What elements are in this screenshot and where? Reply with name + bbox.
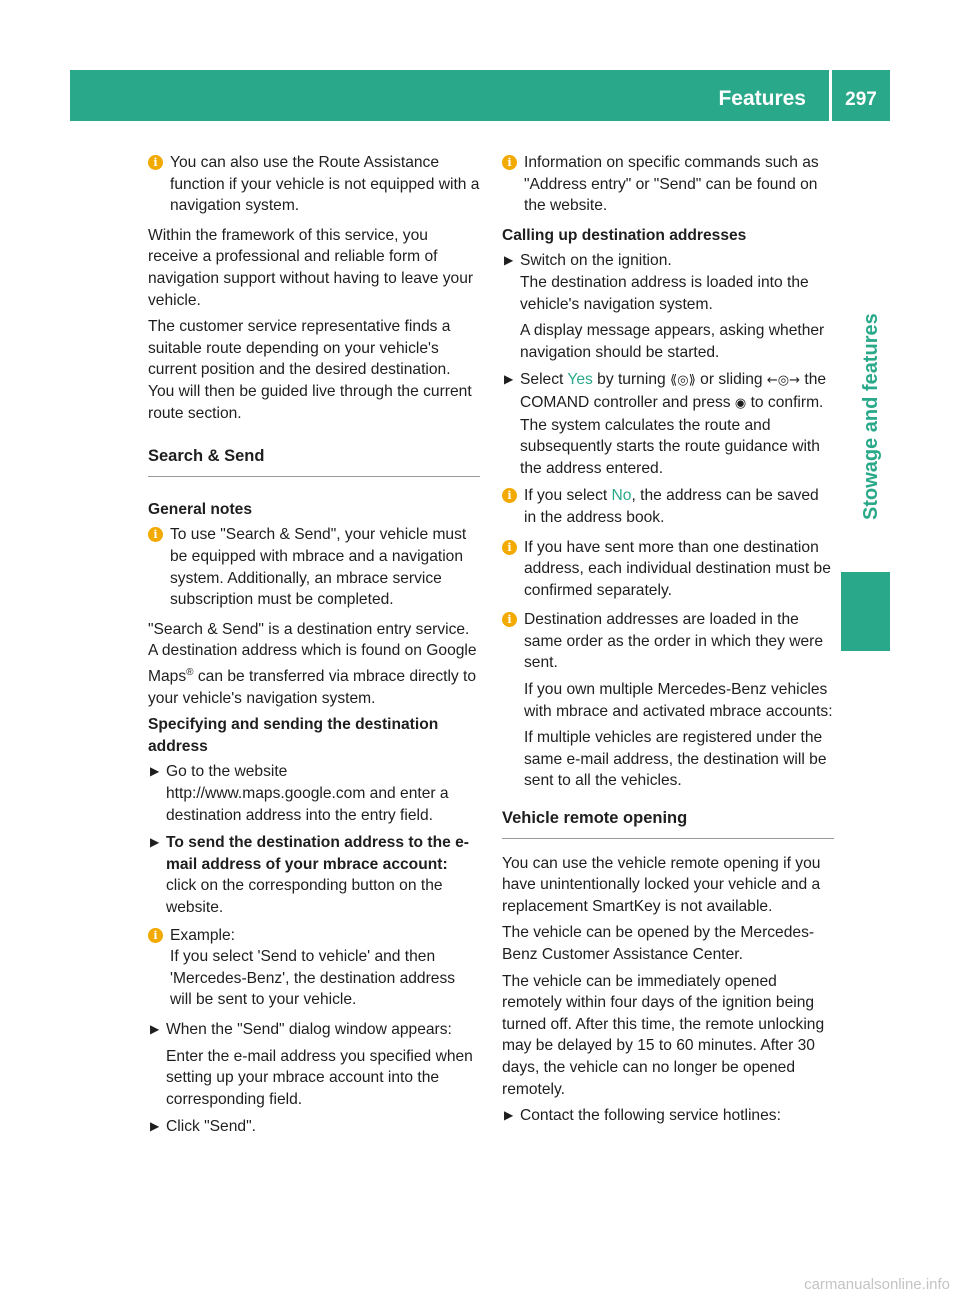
- paragraph: The vehicle can be immediately opened remotely within four days of the ignition being turned off. After this time, the remote unlocking may be delayed by 15 to 60 minutes. After 30 days, the vehicle can no longer be opened remotely.: [502, 972, 825, 1098]
- left-column: [148, 152, 480, 1144]
- subheading: Specifying and sending the destination address: [148, 716, 439, 755]
- step-item: [502, 250, 834, 363]
- section-heading: Vehicle remote opening: [502, 808, 834, 839]
- option-yes: Yes: [567, 371, 593, 389]
- info-note: [148, 152, 480, 217]
- step-item: [148, 832, 480, 918]
- controller-press-icon: ◉: [734, 395, 747, 411]
- step-text: the COMAND controller and press: [520, 371, 827, 411]
- step-detail: A display message appears, asking whether navigation should be started.: [520, 322, 825, 361]
- step-arrow-icon: ▶: [150, 1119, 160, 1134]
- step-text: Switch on the ignition.: [520, 252, 672, 270]
- right-column: [502, 152, 834, 1133]
- controller-turn-icon: ⟪◎⟫: [670, 373, 696, 389]
- info-icon: i: [502, 612, 517, 627]
- info-text: If you select: [524, 487, 612, 505]
- section-title: Features: [718, 87, 806, 110]
- step-arrow-icon: ▶: [504, 253, 514, 268]
- step-item: [502, 369, 834, 479]
- info-icon: i: [148, 527, 163, 542]
- info-detail: If multiple vehicles are registered under the same e-mail address, the destination will be sent to all the vehicles.: [524, 729, 827, 790]
- info-icon: i: [502, 155, 517, 170]
- step-text: or sliding: [695, 371, 767, 389]
- step-item: [148, 1116, 480, 1138]
- paragraph: Within the framework of this service, you receive a professional and reliable form of navigation support without having to leave your vehicle.: [148, 226, 474, 309]
- paragraph-text: can be transferred via mbrace directly to your vehicle's navigation system.: [148, 668, 477, 707]
- step-text: Contact the following service hotlines:: [520, 1107, 781, 1125]
- paragraph: [148, 619, 480, 710]
- info-text: You can also use the Route Assistance function if your vehicle is not equipped with a navigation system.: [170, 154, 480, 215]
- step-text: Click "Send".: [166, 1118, 256, 1136]
- paragraph: The customer service representative finds a suitable route depending on your vehicle's current position and the desired destination. You will then be guided live through the current route section.: [148, 318, 472, 422]
- info-text: , the address can be saved in the address book.: [524, 487, 819, 526]
- paragraph: The vehicle can be opened by the Mercedes-Benz Customer Assistance Center.: [502, 924, 815, 963]
- step-item: [148, 761, 480, 826]
- info-note: [502, 485, 834, 528]
- step-detail: The system calculates the route and subsequently starts the route guidance with the address entered.: [520, 416, 820, 477]
- step-detail: The destination address is loaded into the vehicle's navigation system.: [520, 273, 809, 313]
- info-note: [148, 524, 480, 610]
- side-tab-label: Stowage and features: [860, 313, 882, 520]
- info-note: [148, 925, 480, 1011]
- section-heading: Search & Send: [148, 446, 480, 477]
- step-detail: Enter the e-mail address you specified when setting up your mbrace account into the corresponding field.: [166, 1047, 473, 1108]
- info-text: If you select 'Send to vehicle' and then 'Mercedes-Benz', the destination address will be sent to your vehicle.: [170, 948, 456, 1009]
- info-note: [502, 152, 834, 217]
- option-no: No: [611, 487, 632, 505]
- step-item: [148, 1019, 480, 1110]
- info-icon: i: [502, 540, 517, 555]
- step-arrow-icon: ▶: [150, 1021, 160, 1036]
- step-text: Select: [520, 371, 568, 389]
- step-item: [502, 1105, 834, 1127]
- info-icon: i: [148, 155, 163, 170]
- info-text: If you have sent more than one destination address, each individual destination must be confirmed separately.: [524, 538, 831, 599]
- paragraph-text: "Search & Send" is a destination entry service. A destination address which is found on Google Maps: [148, 620, 477, 686]
- info-title: Example:: [170, 926, 236, 944]
- watermark: carmanualsonline.info: [804, 1276, 950, 1293]
- info-text: To use "Search & Send", your vehicle must be equipped with mbrace and a navigation system. Additionally, an mbrace service subscription must be completed.: [170, 526, 467, 609]
- info-note: [502, 537, 834, 602]
- step-text: click on the corresponding button on the website.: [166, 877, 443, 916]
- registered-mark: ®: [186, 666, 194, 678]
- step-arrow-icon: ▶: [504, 372, 514, 387]
- info-text: Destination addresses are loaded in the same order as the order in which they were sent.: [524, 611, 824, 672]
- step-arrow-icon: ▶: [150, 764, 160, 779]
- info-note: [502, 609, 834, 792]
- subheading: Calling up destination addresses: [502, 226, 747, 244]
- step-text: by turning: [592, 371, 670, 389]
- info-icon: i: [148, 928, 163, 943]
- page-number: 297: [845, 89, 877, 110]
- header-bar: [70, 70, 890, 121]
- step-text: to confirm.: [746, 393, 824, 411]
- subheading: General notes: [148, 500, 252, 518]
- controller-slide-icon: ←◎→: [766, 373, 801, 389]
- side-tab-block: [841, 572, 890, 651]
- step-arrow-icon: ▶: [504, 1108, 514, 1123]
- info-icon: i: [502, 488, 517, 503]
- info-detail: If you own multiple Mercedes-Benz vehicles with mbrace and activated mbrace accounts:: [524, 681, 833, 720]
- step-arrow-icon: ▶: [150, 835, 160, 850]
- paragraph: You can use the vehicle remote opening if you have unintentionally locked your vehicle and a replacement SmartKey is not available.: [502, 854, 821, 915]
- info-text: Information on specific commands such as "Address entry" or "Send" can be found on the website.: [524, 154, 819, 215]
- step-text: Go to the website http://www.maps.google.com and enter a destination address into the entry field.: [166, 763, 449, 824]
- step-text: When the "Send" dialog window appears:: [166, 1020, 452, 1038]
- step-text-bold: To send the destination address to the e-mail address of your mbrace account:: [166, 834, 469, 873]
